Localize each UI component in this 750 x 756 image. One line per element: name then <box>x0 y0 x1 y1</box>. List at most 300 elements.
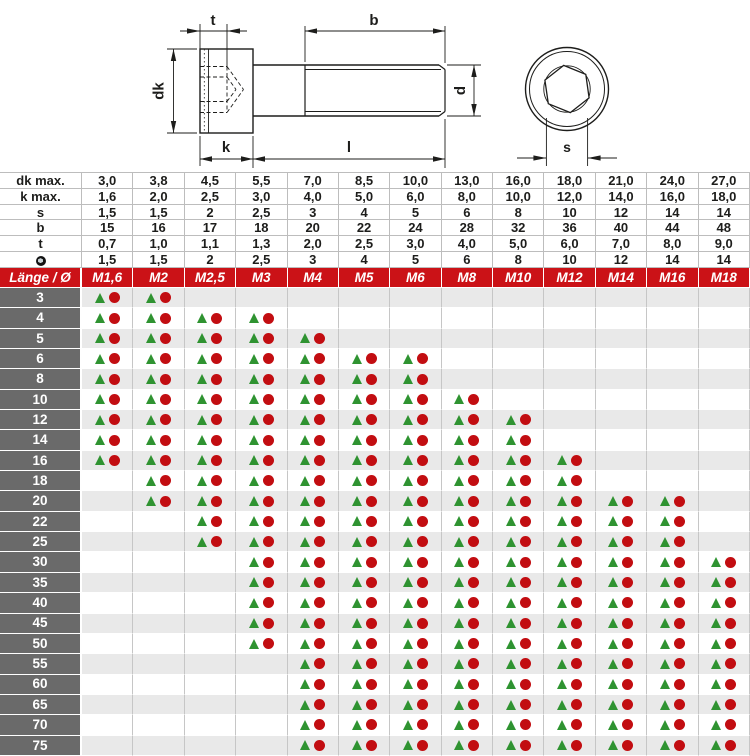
triangle-icon <box>352 740 362 750</box>
availability-symbols <box>82 451 132 470</box>
availability-symbols <box>442 654 492 673</box>
hex-socket-outline <box>545 65 589 112</box>
triangle-icon <box>506 618 516 628</box>
triangle-icon <box>454 415 464 425</box>
circle-icon <box>366 740 377 751</box>
circle-icon <box>263 577 274 588</box>
availability-symbols <box>133 410 183 429</box>
availability-symbols <box>493 654 543 673</box>
triangle-icon <box>300 720 310 730</box>
triangle-icon <box>608 720 618 730</box>
triangle-icon <box>660 496 670 506</box>
length-label: 60 <box>0 675 82 695</box>
matrix-cell <box>185 349 236 369</box>
availability-symbols <box>493 410 543 429</box>
matrix-cell <box>493 430 544 450</box>
matrix-cell <box>493 288 544 308</box>
matrix-cell <box>288 614 339 634</box>
dim-t <box>180 24 247 67</box>
circle-icon <box>622 496 633 507</box>
matrix-cell <box>493 390 544 410</box>
circle-icon <box>366 394 377 405</box>
circle-icon <box>263 394 274 405</box>
triangle-icon <box>95 313 105 323</box>
triangle-icon <box>403 476 413 486</box>
circle-icon <box>520 658 531 669</box>
spec-value-cell: 4,0 <box>288 189 339 205</box>
triangle-icon <box>403 537 413 547</box>
availability-symbols <box>133 451 183 470</box>
triangle-icon <box>249 374 259 384</box>
triangle-icon <box>352 455 362 465</box>
circle-icon <box>366 618 377 629</box>
spec-row-label: b <box>0 220 82 236</box>
circle-icon <box>160 455 171 466</box>
length-label: 14 <box>0 430 82 450</box>
circle-icon <box>417 394 428 405</box>
matrix-cell <box>339 329 390 349</box>
triangle-icon <box>146 394 156 404</box>
circle-icon <box>520 699 531 710</box>
availability-symbols <box>442 634 492 653</box>
availability-symbols <box>390 593 440 612</box>
triangle-icon <box>146 435 156 445</box>
matrix-cell <box>236 614 287 634</box>
availability-symbols <box>339 654 389 673</box>
availability-symbols <box>699 654 750 673</box>
triangle-icon <box>506 577 516 587</box>
circle-icon <box>520 435 531 446</box>
availability-symbols <box>288 532 338 551</box>
matrix-cell <box>82 512 133 532</box>
matrix-cell <box>647 471 698 491</box>
triangle-icon <box>506 659 516 669</box>
availability-symbols <box>288 593 338 612</box>
availability-symbols <box>390 654 440 673</box>
availability-symbols <box>236 491 286 510</box>
matrix-cell <box>185 369 236 389</box>
circle-icon <box>571 516 582 527</box>
matrix-cell <box>699 369 750 389</box>
matrix-cell <box>185 695 236 715</box>
availability-symbols <box>185 390 235 409</box>
spec-value-cell: 18,0 <box>544 173 595 189</box>
availability-symbols <box>647 715 697 734</box>
matrix-cell <box>699 552 750 572</box>
availability-symbols <box>596 593 646 612</box>
circle-icon <box>520 679 531 690</box>
availability-symbols <box>288 573 338 592</box>
matrix-cell <box>236 573 287 593</box>
spec-value-cell: 4,0 <box>442 236 493 252</box>
spec-row <box>0 189 750 205</box>
matrix-cell <box>647 675 698 695</box>
matrix-cell <box>596 552 647 572</box>
matrix-cell <box>596 329 647 349</box>
availability-symbols <box>390 634 440 653</box>
circle-icon <box>468 496 479 507</box>
matrix-column-header: M1,6 <box>82 268 133 288</box>
spec-value-cell: 5 <box>390 205 441 221</box>
matrix-row <box>0 695 750 715</box>
circle-icon <box>263 557 274 568</box>
matrix-cell <box>493 512 544 532</box>
availability-symbols <box>82 329 132 348</box>
spec-value-cell: 27,0 <box>699 173 750 189</box>
matrix-cell <box>339 430 390 450</box>
availability-symbols <box>288 349 338 368</box>
availability-symbols <box>544 573 594 592</box>
availability-symbols <box>493 471 543 490</box>
matrix-cell <box>493 634 544 654</box>
matrix-column-header: M10 <box>493 268 544 288</box>
circle-icon <box>674 557 685 568</box>
matrix-cell <box>647 369 698 389</box>
availability-symbols <box>288 512 338 531</box>
matrix-cell <box>699 430 750 450</box>
spec-value-cell: 3,0 <box>236 189 287 205</box>
matrix-cell <box>339 349 390 369</box>
circle-icon <box>417 638 428 649</box>
matrix-cell <box>339 695 390 715</box>
circle-icon <box>468 516 479 527</box>
availability-symbols <box>544 491 594 510</box>
matrix-cell <box>647 573 698 593</box>
hex-hole <box>38 258 43 263</box>
circle-icon <box>366 353 377 364</box>
availability-symbols <box>339 410 389 429</box>
circle-icon <box>263 455 274 466</box>
spec-value-cell: 15 <box>82 220 133 236</box>
matrix-cell <box>647 308 698 328</box>
spec-value-cell: 6,0 <box>544 236 595 252</box>
triangle-icon <box>711 557 721 567</box>
triangle-icon <box>660 659 670 669</box>
matrix-cell <box>647 695 698 715</box>
matrix-cell <box>236 715 287 735</box>
triangle-icon <box>352 537 362 547</box>
triangle-icon <box>557 516 567 526</box>
availability-symbols <box>390 410 440 429</box>
matrix-cell <box>544 349 595 369</box>
triangle-icon <box>454 537 464 547</box>
triangle-icon <box>403 720 413 730</box>
matrix-cell <box>442 593 493 613</box>
triangle-icon <box>608 577 618 587</box>
matrix-cell <box>82 491 133 511</box>
matrix-row <box>0 614 750 634</box>
matrix-cell <box>288 512 339 532</box>
length-label: 20 <box>0 491 82 511</box>
triangle-icon <box>403 577 413 587</box>
triangle-icon <box>454 720 464 730</box>
triangle-icon <box>403 557 413 567</box>
circle-icon <box>366 699 377 710</box>
triangle-icon <box>454 496 464 506</box>
availability-symbols <box>133 288 183 307</box>
circle-icon <box>622 638 633 649</box>
availability-symbols <box>288 736 338 755</box>
spec-value-cell: 5 <box>390 252 441 268</box>
matrix-cell <box>493 675 544 695</box>
matrix-cell <box>133 288 184 308</box>
circle-icon <box>263 597 274 608</box>
triangle-icon <box>557 659 567 669</box>
spec-value-cell: 2 <box>185 252 236 268</box>
circle-icon <box>468 597 479 608</box>
spec-value-cell: 14 <box>647 252 698 268</box>
circle-icon <box>314 618 325 629</box>
matrix-cell <box>442 410 493 430</box>
spec-value-cell: 3,0 <box>82 173 133 189</box>
matrix-cell <box>442 715 493 735</box>
availability-symbols <box>339 695 389 714</box>
availability-symbols <box>339 471 389 490</box>
matrix-cell <box>647 491 698 511</box>
triangle-icon <box>352 720 362 730</box>
matrix-table-body <box>0 268 750 756</box>
circle-icon <box>211 516 222 527</box>
circle-icon <box>725 557 736 568</box>
length-label: 18 <box>0 471 82 491</box>
availability-symbols <box>647 695 697 714</box>
spec-value-cell: 32 <box>493 220 544 236</box>
availability-symbols <box>288 675 338 694</box>
matrix-cell <box>82 308 133 328</box>
triangle-icon <box>506 516 516 526</box>
triangle-icon <box>352 374 362 384</box>
availability-symbols <box>390 573 440 592</box>
matrix-cell <box>699 410 750 430</box>
spec-row <box>0 236 750 252</box>
matrix-row <box>0 349 750 369</box>
availability-symbols <box>288 369 338 388</box>
circle-icon <box>417 597 428 608</box>
circle-icon <box>520 597 531 608</box>
triangle-icon <box>660 516 670 526</box>
spec-value-cell: 2,5 <box>236 252 287 268</box>
matrix-cell <box>596 573 647 593</box>
matrix-cell <box>236 695 287 715</box>
matrix-cell <box>339 593 390 613</box>
matrix-cell <box>133 491 184 511</box>
matrix-cell <box>82 654 133 674</box>
triangle-icon <box>249 577 259 587</box>
circle-icon <box>674 658 685 669</box>
matrix-cell <box>596 410 647 430</box>
circle-icon <box>314 699 325 710</box>
matrix-cell <box>133 308 184 328</box>
circle-icon <box>263 353 274 364</box>
circle-icon <box>263 374 274 385</box>
matrix-cell <box>339 715 390 735</box>
matrix-cell <box>596 451 647 471</box>
availability-symbols <box>647 654 697 673</box>
triangle-icon <box>557 618 567 628</box>
triangle-icon <box>506 435 516 445</box>
dim-label-l: l <box>346 139 352 156</box>
matrix-cell <box>339 614 390 634</box>
matrix-cell <box>647 552 698 572</box>
matrix-cell <box>647 634 698 654</box>
matrix-cell <box>596 430 647 450</box>
matrix-cell <box>82 288 133 308</box>
triangle-icon <box>506 496 516 506</box>
matrix-cell <box>339 512 390 532</box>
matrix-cell <box>493 329 544 349</box>
matrix-cell <box>699 736 750 756</box>
availability-symbols <box>544 593 594 612</box>
availability-symbols <box>236 614 286 633</box>
spec-value-cell: 5,5 <box>236 173 287 189</box>
circle-icon <box>109 292 120 303</box>
availability-symbols <box>442 451 492 470</box>
triangle-icon <box>146 455 156 465</box>
circle-icon <box>109 313 120 324</box>
spec-value-cell: 14 <box>647 205 698 221</box>
spec-value-cell: 21,0 <box>596 173 647 189</box>
circle-icon <box>314 333 325 344</box>
circle-icon <box>725 719 736 730</box>
matrix-cell <box>390 349 441 369</box>
triangle-icon <box>506 537 516 547</box>
circle-icon <box>674 740 685 751</box>
matrix-cell <box>596 675 647 695</box>
spec-value-cell: 2,5 <box>185 189 236 205</box>
availability-symbols <box>236 329 286 348</box>
triangle-icon <box>557 720 567 730</box>
circle-icon <box>417 618 428 629</box>
matrix-column-header: M14 <box>596 268 647 288</box>
circle-icon <box>109 394 120 405</box>
matrix-row <box>0 410 750 430</box>
matrix-cell <box>493 573 544 593</box>
matrix-cell <box>647 736 698 756</box>
triangle-icon <box>454 639 464 649</box>
availability-symbols <box>596 715 646 734</box>
circle-icon <box>109 353 120 364</box>
availability-symbols <box>544 654 594 673</box>
circle-icon <box>160 353 171 364</box>
matrix-cell <box>339 288 390 308</box>
matrix-cell <box>390 736 441 756</box>
circle-icon <box>211 313 222 324</box>
triangle-icon <box>557 740 567 750</box>
socket-head-screw-drawing <box>0 0 750 172</box>
triangle-icon <box>300 455 310 465</box>
availability-symbols <box>647 532 697 551</box>
circle-icon <box>468 719 479 730</box>
triangle-icon <box>506 740 516 750</box>
circle-icon <box>468 414 479 425</box>
matrix-cell <box>288 532 339 552</box>
triangle-icon <box>300 374 310 384</box>
availability-symbols <box>596 491 646 510</box>
circle-icon <box>109 435 120 446</box>
matrix-cell <box>390 552 441 572</box>
triangle-icon <box>249 415 259 425</box>
matrix-column-header: M12 <box>544 268 595 288</box>
matrix-cell <box>288 552 339 572</box>
matrix-cell <box>596 634 647 654</box>
availability-symbols <box>544 471 594 490</box>
matrix-cell <box>236 471 287 491</box>
circle-icon <box>725 699 736 710</box>
circle-icon <box>725 679 736 690</box>
availability-symbols <box>288 715 338 734</box>
matrix-cell <box>493 552 544 572</box>
triangle-icon <box>146 293 156 303</box>
triangle-icon <box>197 354 207 364</box>
availability-symbols <box>236 390 286 409</box>
circle-icon <box>211 455 222 466</box>
matrix-cell <box>339 369 390 389</box>
circle-icon <box>417 414 428 425</box>
matrix-cell <box>596 512 647 532</box>
matrix-cell <box>647 410 698 430</box>
availability-symbols <box>544 614 594 633</box>
availability-symbols <box>339 614 389 633</box>
matrix-cell <box>185 512 236 532</box>
circle-icon <box>211 475 222 486</box>
matrix-cell <box>544 491 595 511</box>
availability-symbols <box>185 308 235 327</box>
matrix-cell <box>647 390 698 410</box>
circle-icon <box>520 577 531 588</box>
matrix-cell <box>544 614 595 634</box>
matrix-cell <box>82 329 133 349</box>
length-label: 16 <box>0 451 82 471</box>
triangle-icon <box>608 537 618 547</box>
spec-value-cell: 8,5 <box>339 173 390 189</box>
spec-row <box>0 252 750 268</box>
spec-value-cell: 18,0 <box>699 189 750 205</box>
spec-value-cell: 22 <box>339 220 390 236</box>
triangle-icon <box>454 394 464 404</box>
spec-value-cell: 1,0 <box>133 236 184 252</box>
availability-symbols <box>390 614 440 633</box>
spec-value-cell: 4 <box>339 252 390 268</box>
matrix-cell <box>442 634 493 654</box>
matrix-cell <box>699 308 750 328</box>
circle-icon <box>520 496 531 507</box>
triangle-icon <box>660 700 670 710</box>
availability-symbols <box>288 634 338 653</box>
availability-symbols <box>442 573 492 592</box>
triangle-icon <box>197 537 207 547</box>
circle-icon <box>571 557 582 568</box>
triangle-icon <box>300 394 310 404</box>
spec-value-cell: 6 <box>442 205 493 221</box>
spec-table-body <box>0 173 750 268</box>
length-label: 3 <box>0 288 82 308</box>
triangle-icon <box>95 293 105 303</box>
circle-icon <box>674 577 685 588</box>
circle-icon <box>468 638 479 649</box>
length-label: 25 <box>0 532 82 552</box>
availability-symbols <box>493 491 543 510</box>
matrix-cell <box>390 491 441 511</box>
spec-value-cell: 0,7 <box>82 236 133 252</box>
spec-value-cell: 5,0 <box>339 189 390 205</box>
matrix-cell <box>442 552 493 572</box>
availability-symbols <box>185 471 235 490</box>
circle-icon <box>366 475 377 486</box>
availability-symbols <box>493 552 543 571</box>
matrix-cell <box>236 288 287 308</box>
matrix-cell <box>339 675 390 695</box>
matrix-cell <box>699 491 750 511</box>
